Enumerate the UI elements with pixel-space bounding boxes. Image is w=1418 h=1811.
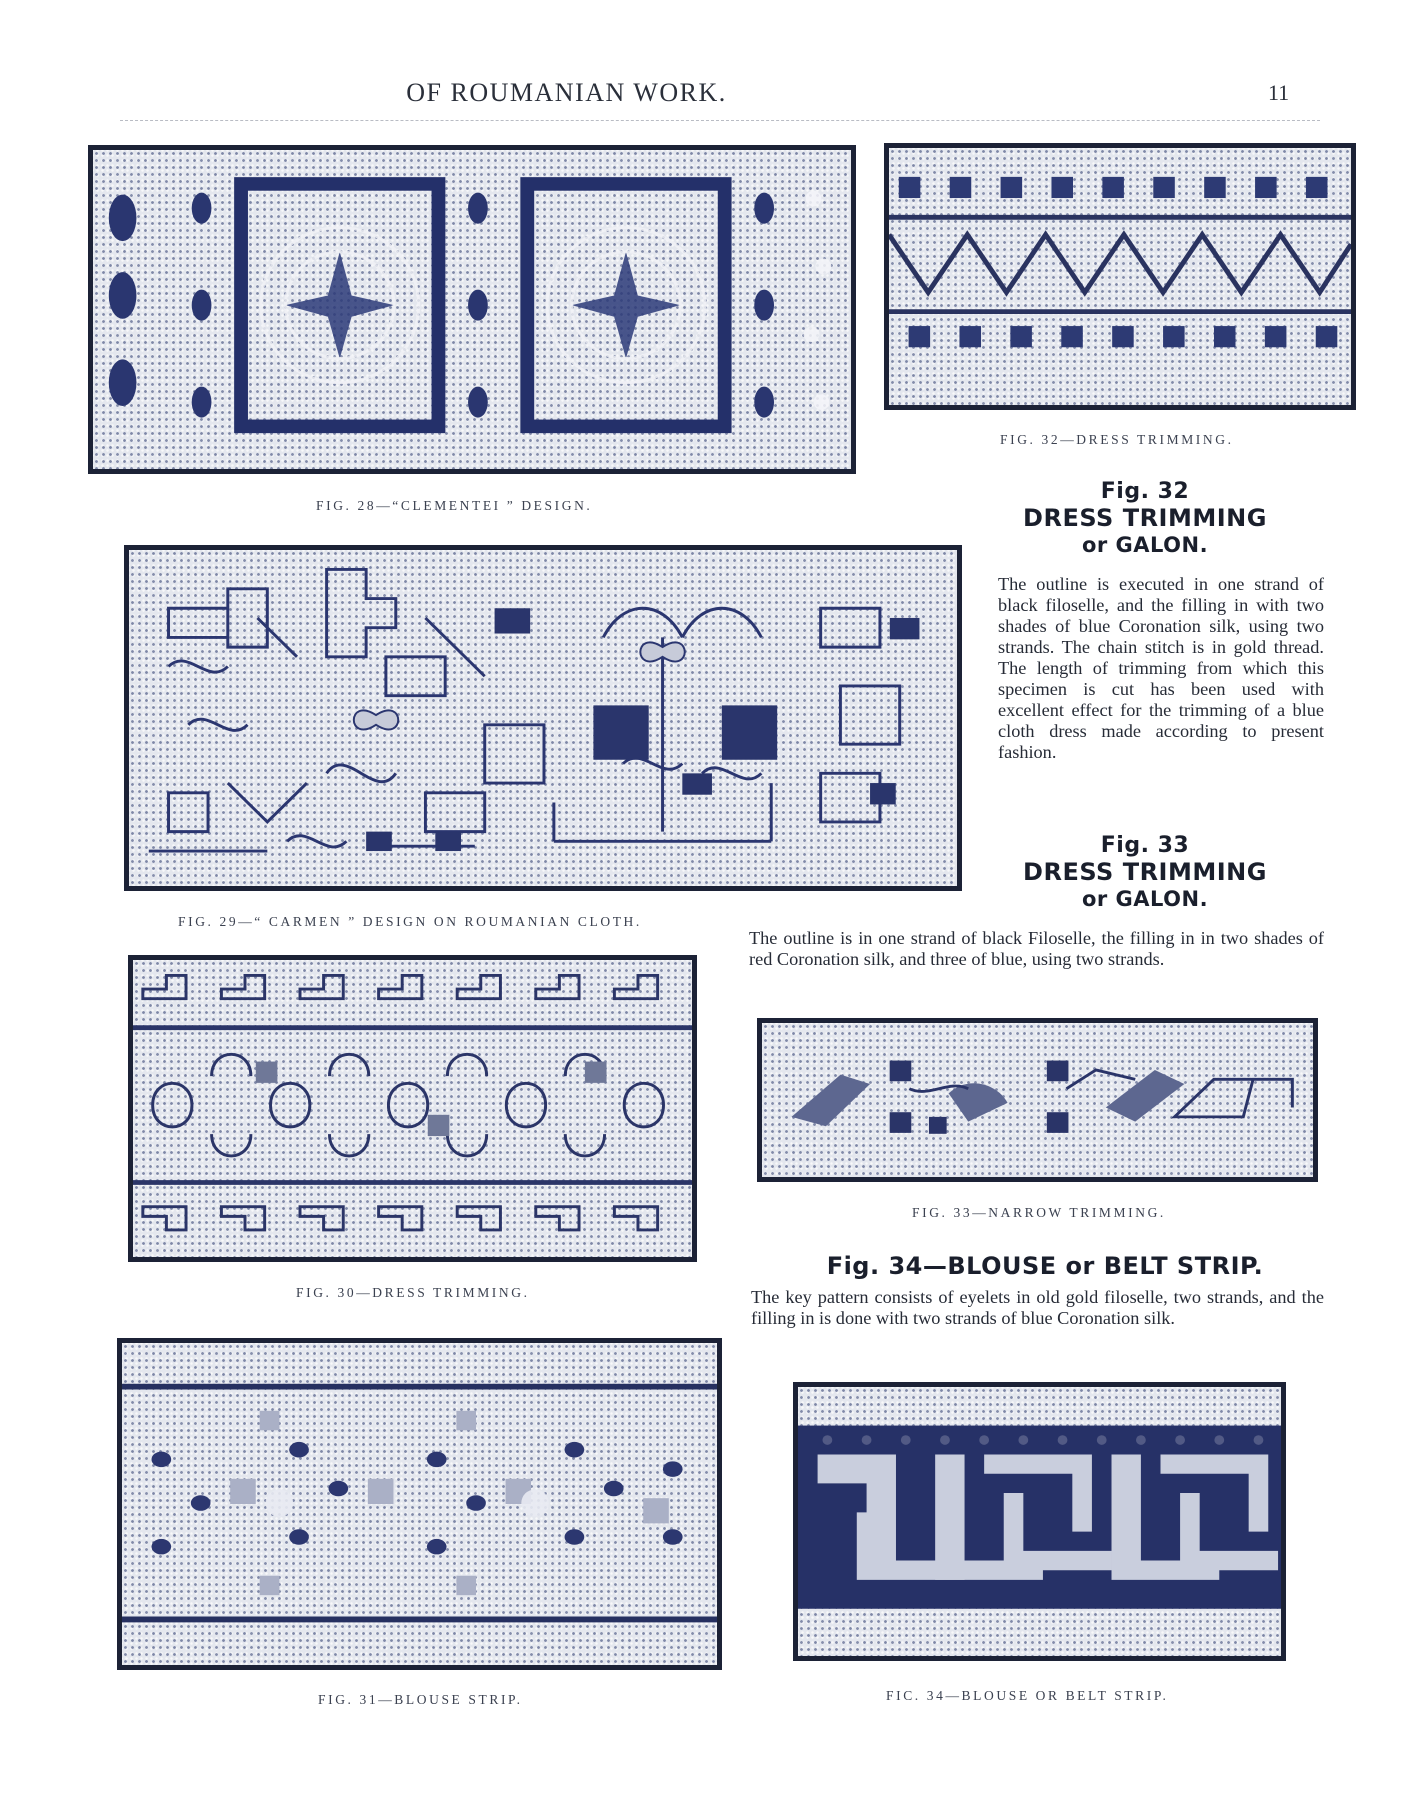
figure-33-narrow-trimming <box>757 1018 1318 1182</box>
figure-34-blouse-or-belt-strip <box>793 1382 1286 1661</box>
figure-28-pattern <box>93 150 851 469</box>
caption-fig-29: FIG. 29—“ CARMEN ” DESIGN ON ROUMANIAN CLOTH. <box>178 914 642 929</box>
heading-fig-32-number: Fig. 32 <box>1100 479 1190 504</box>
figure-34-pattern <box>798 1387 1281 1656</box>
body-fig-33: The outline is in one strand of black Filoselle, the filling in in two shades of red Coronation silk, and three of blue, using two strands. <box>749 928 1324 969</box>
heading-fig-33-number: Fig. 33 <box>1100 833 1190 858</box>
body-fig-34: The key pattern consists of eyelets in old gold filoselle, two strands, and the filling in is done with two strands of blue Coronation silk. <box>751 1287 1324 1328</box>
body-fig-32: The outline is executed in one strand of black filoselle, and the filling in with two shades of blue Coronation silk, using two strands. The chain stitch is in gold thread. The length of trimming from which this specimen is cut has been used with excellent effect for the trimming of a blue cloth dress made according to present fashion. <box>998 574 1324 762</box>
figure-32-dress-trimming <box>884 143 1356 410</box>
page-number: 11 <box>1268 80 1290 105</box>
figure-31-pattern <box>122 1343 717 1665</box>
heading-fig-34: Fig. 34—BLOUSE or BELT STRIP. <box>826 1252 1264 1280</box>
caption-fig-32: FIG. 32—DRESS TRIMMING. <box>1000 432 1234 447</box>
figure-29-carmen-design <box>124 545 962 891</box>
figure-31-blouse-strip <box>117 1338 722 1670</box>
figure-28-clementei-design <box>88 145 856 474</box>
figure-33-pattern <box>762 1023 1313 1177</box>
heading-fig-33 <box>1000 832 1290 913</box>
heading-fig-32-title: DRESS TRIMMING <box>1023 504 1267 532</box>
figure-29-pattern <box>129 550 957 886</box>
heading-fig-32-subtitle: or GALON. <box>1081 533 1209 557</box>
heading-fig-32 <box>1000 478 1290 559</box>
running-head: OF ROUMANIAN WORK. <box>406 78 727 107</box>
heading-fig-33-title: DRESS TRIMMING <box>1023 858 1267 886</box>
heading-fig-33-subtitle: or GALON. <box>1081 887 1209 911</box>
caption-fig-28: FIG. 28—“CLEMENTEI ” DESIGN. <box>316 498 593 513</box>
caption-fig-34: FIC. 34—BLOUSE OR BELT STRIP. <box>886 1688 1169 1703</box>
caption-fig-33: FIG. 33—NARROW TRIMMING. <box>912 1205 1166 1220</box>
caption-fig-31: FIG. 31—BLOUSE STRIP. <box>318 1692 523 1707</box>
caption-fig-30: FIG. 30—DRESS TRIMMING. <box>296 1285 530 1300</box>
header-rule <box>120 120 1320 121</box>
figure-32-pattern <box>889 148 1351 405</box>
figure-30-pattern <box>133 960 692 1257</box>
figure-30-dress-trimming <box>128 955 697 1262</box>
